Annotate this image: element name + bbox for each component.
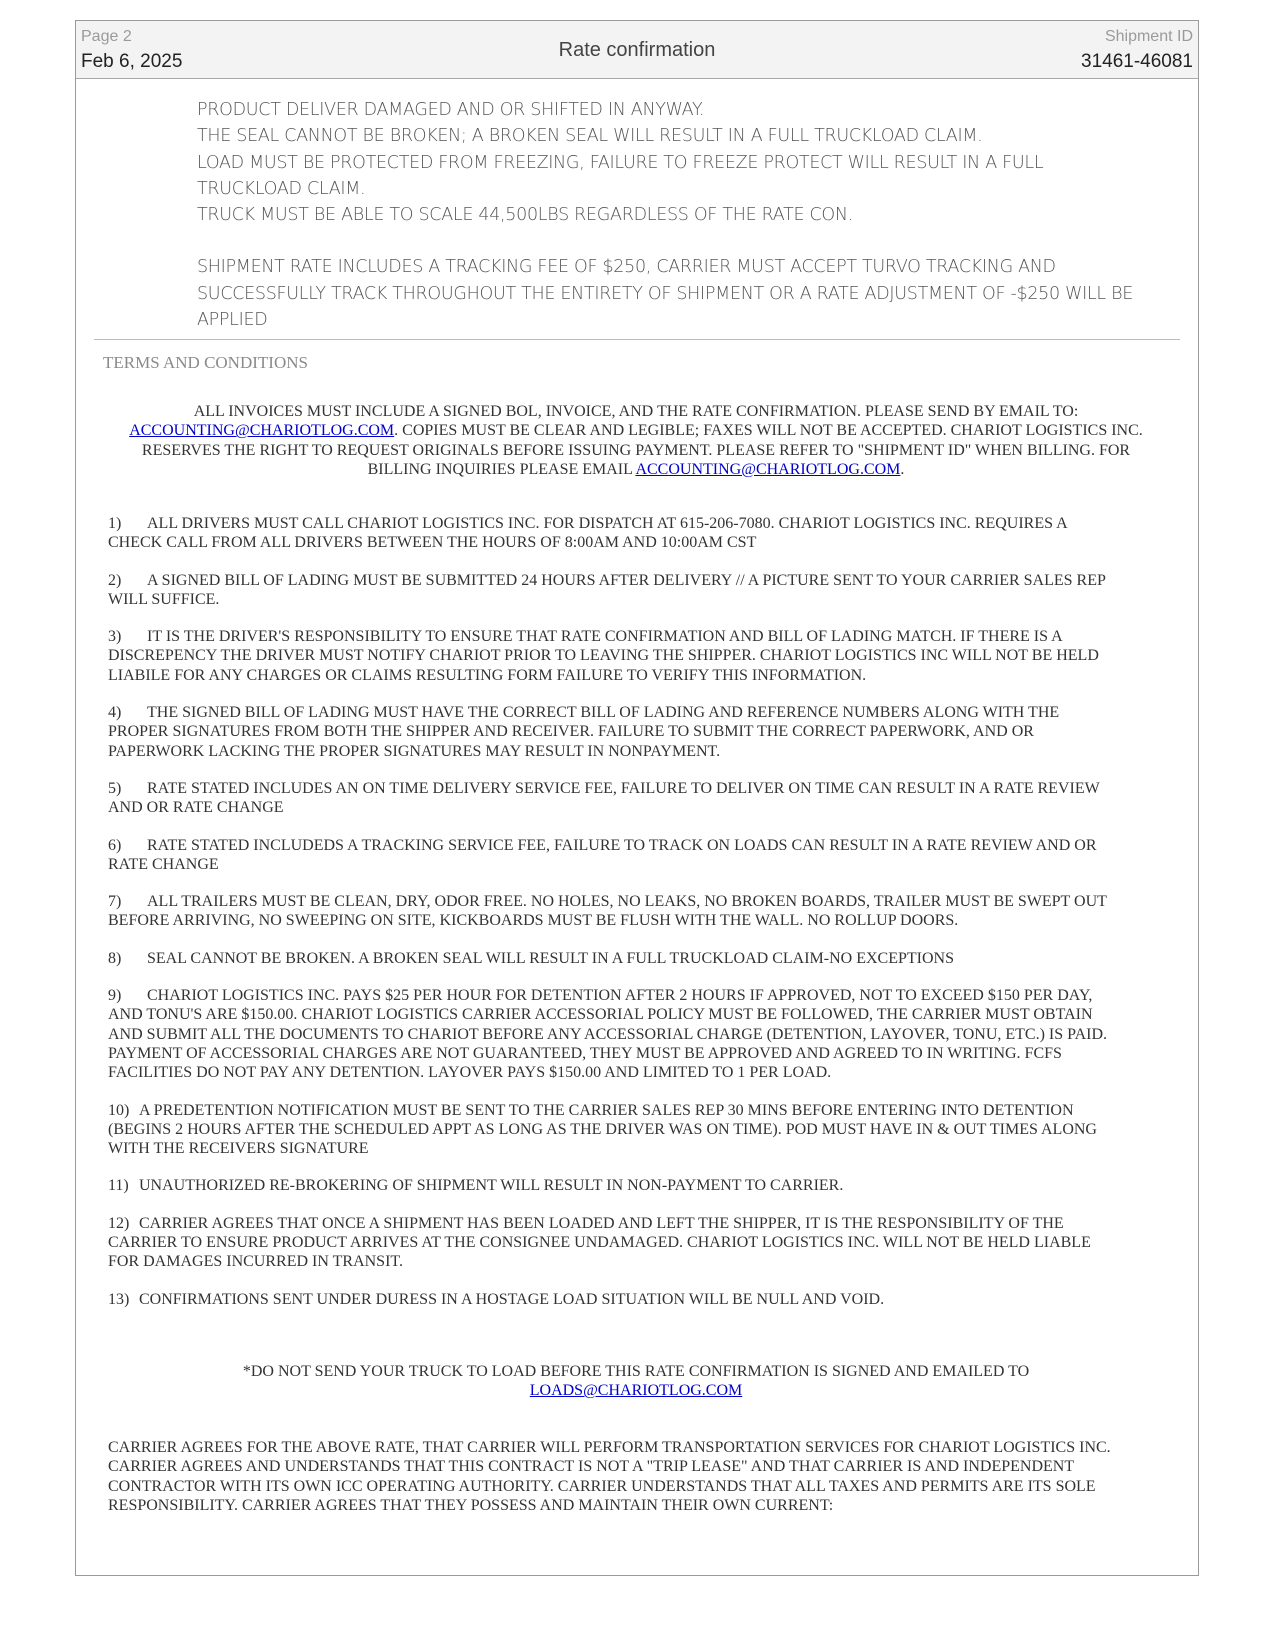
term-item <box>108 1290 1118 1309</box>
note-line: THE SEAL CANNOT BE BROKEN; A BROKEN SEAL WILL RESULT IN A FULL TRUCKLOAD CLAIM. <box>197 126 983 147</box>
term-text: A PREDETENTION NOTIFICATION MUST BE SENT TO THE CARRIER SALES REP 30 MINS BEFORE ENTERING INTO DETENTION (BEGINS 2 HOURS AFTER THE SCHEDULED APPT AS LONG AS THE DRIVER WAS ON TIME). POD MUST HAVE IN & OUT TIMES ALONG WITH THE RECEIVERS SIGNATURE <box>108 1101 1097 1158</box>
special-instructions <box>197 97 1147 333</box>
term-number: 6) <box>108 836 122 854</box>
term-item <box>108 627 1118 685</box>
note-line: LOAD MUST BE PROTECTED FROM FREEZING, FAILURE TO FREEZE PROTECT WILL RESULT IN A FULL TRUCKLOAD CLAIM. <box>197 152 1044 199</box>
carrier-agreement: CARRIER AGREES FOR THE ABOVE RATE, THAT CARRIER WILL PERFORM TRANSPORTATION SERVICES FOR CHARIOT LOGISTICS INC. CARRIER AGREES AND UNDERSTANDS THAT THIS CONTRACT IS NOT A "TRIP LEASE" AND THAT CARRIER IS AND INDEPENDENT CONTRACTOR WITH ITS OWN ICC OPERATING AUTHORITY. CARRIER UNDERSTANDS THAT ALL TAXES AND PERMITS ARE ITS SOLE RESPONSIBILITY. CARRIER AGREES THAT THEY POSSESS AND MAINTAIN THEIR OWN CURRENT: <box>108 1439 1111 1514</box>
billing-instructions <box>116 402 1156 479</box>
term-text: UNAUTHORIZED RE-BROKERING OF SHIPMENT WILL RESULT IN NON-PAYMENT TO CARRIER. <box>139 1177 844 1195</box>
term-number: 9) <box>108 987 122 1005</box>
term-item <box>108 779 1118 818</box>
term-number: 10) <box>108 1101 130 1119</box>
notice-text: *DO NOT SEND YOUR TRUCK TO LOAD BEFORE THIS RATE CONFIRMATION IS SIGNED AND EMAILED TO <box>242 1363 1030 1380</box>
term-text: SEAL CANNOT BE BROKEN. A BROKEN SEAL WILL RESULT IN A FULL TRUCKLOAD CLAIM-NO EXCEPTIONS <box>147 949 954 967</box>
term-item <box>108 703 1118 761</box>
term-item <box>108 571 1118 610</box>
term-text: ALL DRIVERS MUST CALL CHARIOT LOGISTICS INC. FOR DISPATCH AT 615-206-7080. CHARIOT LOGISTICS INC. REQUIRES A CHECK CALL FROM ALL DRIVERS BETWEEN THE HOURS OF 8:00AM AND 10:00AM CST <box>108 515 1067 552</box>
term-number: 12) <box>108 1214 130 1232</box>
term-number: 11) <box>108 1177 129 1195</box>
page-frame <box>75 20 1199 1576</box>
term-number: 8) <box>108 949 122 967</box>
term-text: RATE STATED INCLUDEDS A TRACKING SERVICE FEE, FAILURE TO TRACK ON LOADS CAN RESULT IN A RATE REVIEW AND OR RATE CHANGE <box>108 836 1097 873</box>
terms-heading: TERMS AND CONDITIONS <box>103 353 308 372</box>
page-header <box>76 21 1198 79</box>
term-item <box>108 1176 1118 1195</box>
term-number: 13) <box>108 1290 130 1308</box>
note-line: TRUCK MUST BE ABLE TO SCALE 44,500LBS REGARDLESS OF THE RATE CON. <box>197 205 853 226</box>
document-title: Rate confirmation <box>558 39 716 61</box>
term-text: A SIGNED BILL OF LADING MUST BE SUBMITTED 24 HOURS AFTER DELIVERY // A PICTURE SENT TO YOUR CARRIER SALES REP WILL SUFFICE. <box>108 571 1106 608</box>
shipment-id-label: Shipment ID <box>1104 28 1193 45</box>
shipment-id: 31461-46081 <box>1081 51 1193 72</box>
spacer <box>197 228 1147 254</box>
term-number: 7) <box>108 893 122 911</box>
page-number: Page 2 <box>81 28 132 45</box>
term-number: 3) <box>108 628 122 646</box>
section-divider <box>94 339 1180 340</box>
accounting-email-link[interactable]: ACCOUNTING@CHARIOTLOG.COM <box>635 460 901 478</box>
note-line: SHIPMENT RATE INCLUDES A TRACKING FEE OF $250, CARRIER MUST ACCEPT TURVO TRACKING AND SUCCESSFULLY TRACK THROUGHOUT THE ENTIRETY OF SHIPMENT OR A RATE ADJUSTMENT OF -$250 WILL BE APPLIED <box>197 257 1134 331</box>
term-number: 2) <box>108 571 122 589</box>
term-item <box>108 949 1118 968</box>
term-text: CHARIOT LOGISTICS INC. PAYS $25 PER HOUR FOR DETENTION AFTER 2 HOURS IF APPROVED, NOT TO EXCEED $150 PER DAY, AND TONU'S ARE $150.00. CHARIOT LOGISTICS CARRIER ACCESSORIAL POLICY MUST BE FOLLOWED, THE CARRIER MUST OBTAIN AND SUBMIT ALL THE DOCUMENTS TO CHARIOT BEFORE ANY ACCESSORIAL CHARGE (DETENTION, LAYOVER, TONU, ETC.) IS PAID. PAYMENT OF ACCESSORIAL CHARGES ARE NOT GUARANTEED, THEY MUST BE APPROVED AND AGREED TO IN WRITING. FCFS FACILITIES DO NOT PAY ANY DETENTION. LAYOVER PAYS $150.00 AND LIMITED TO 1 PER LOAD. <box>108 987 1108 1082</box>
note-line: PRODUCT DELIVER DAMAGED AND OR SHIFTED IN ANYWAY. <box>197 100 705 120</box>
terms-list <box>108 514 1118 1327</box>
term-text: CARRIER AGREES THAT ONCE A SHIPMENT HAS BEEN LOADED AND LEFT THE SHIPPER, IT IS THE RESPONSIBILITY OF THE CARRIER TO ENSURE PRODUCT ARRIVES AT THE CONSIGNEE UNDAMAGED. CHARIOT LOGISTICS INC. WILL NOT BE HELD LIABLE FOR DAMAGES INCURRED IN TRANSIT. <box>108 1214 1091 1271</box>
term-text: IT IS THE DRIVER'S RESPONSIBILITY TO ENSURE THAT RATE CONFIRMATION AND BILL OF LADING MATCH. IF THERE IS A DISCREPENCY THE DRIVER MUST NOTIFY CHARIOT PRIOR TO LEAVING THE SHIPPER. CHARIOT LOGISTICS INC WILL NOT BE HELD LIABILE FOR ANY CHARGES OR CLAIMS RESULTING FORM FAILURE TO VERIFY THIS INFORMATION. <box>108 628 1099 684</box>
term-item <box>108 892 1118 931</box>
accounting-email-link[interactable]: ACCOUNTING@CHARIOTLOG.COM <box>129 422 395 440</box>
term-item <box>108 1214 1118 1272</box>
term-number: 5) <box>108 779 122 797</box>
term-text: THE SIGNED BILL OF LADING MUST HAVE THE CORRECT BILL OF LADING AND REFERENCE NUMBERS ALONG WITH THE PROPER SIGNATURES FROM BOTH THE SHIPPER AND RECEIVER. FAILURE TO SUBMIT THE CORRECT PAPERWORK, AND OR PAPERWORK LACKING THE PROPER SIGNATURES MAY RESULT IN NONPAYMENT. <box>108 704 1060 760</box>
term-text: CONFIRMATIONS SENT UNDER DURESS IN A HOSTAGE LOAD SITUATION WILL BE NULL AND VOID. <box>139 1290 885 1308</box>
term-item <box>108 836 1118 875</box>
term-item <box>108 1101 1118 1159</box>
term-text: RATE STATED INCLUDES AN ON TIME DELIVERY SERVICE FEE, FAILURE TO DELIVER ON TIME CAN RESULT IN A RATE REVIEW AND OR RATE CHANGE <box>108 779 1100 817</box>
document-date: Feb 6, 2025 <box>81 51 183 72</box>
billing-text: ALL INVOICES MUST INCLUDE A SIGNED BOL, INVOICE, AND THE RATE CONFIRMATION. PLEASE SEND BY EMAIL TO: <box>193 403 1079 420</box>
truck-loading-notice <box>116 1362 1156 1401</box>
billing-text: . COPIES MUST BE CLEAR AND LEGIBLE; FAXES WILL NOT BE ACCEPTED. CHARIOT LOGISTICS INC. RESERVES THE RIGHT TO REQUEST ORIGINALS BEFORE ISSUING PAYMENT. PLEASE REFER TO "SHIPMENT ID" WHEN BILLING. FOR BILLING INQUIRIES PLEASE EMAIL <box>141 422 1143 478</box>
term-item <box>108 986 1118 1082</box>
loads-email-link[interactable]: LOADS@CHARIOTLOG.COM <box>529 1382 743 1400</box>
billing-text: . <box>900 460 905 478</box>
term-number: 1) <box>108 515 122 532</box>
term-item <box>108 514 1118 553</box>
term-number: 4) <box>108 704 122 722</box>
term-text: ALL TRAILERS MUST BE CLEAN, DRY, ODOR FREE. NO HOLES, NO LEAKS, NO BROKEN BOARDS, TRAILER MUST BE SWEPT OUT BEFORE ARRIVING, NO SWEEPING ON SITE, KICKBOARDS MUST BE FLUSH WITH THE WALL. NO ROLLUP DOORS. <box>108 893 1107 930</box>
